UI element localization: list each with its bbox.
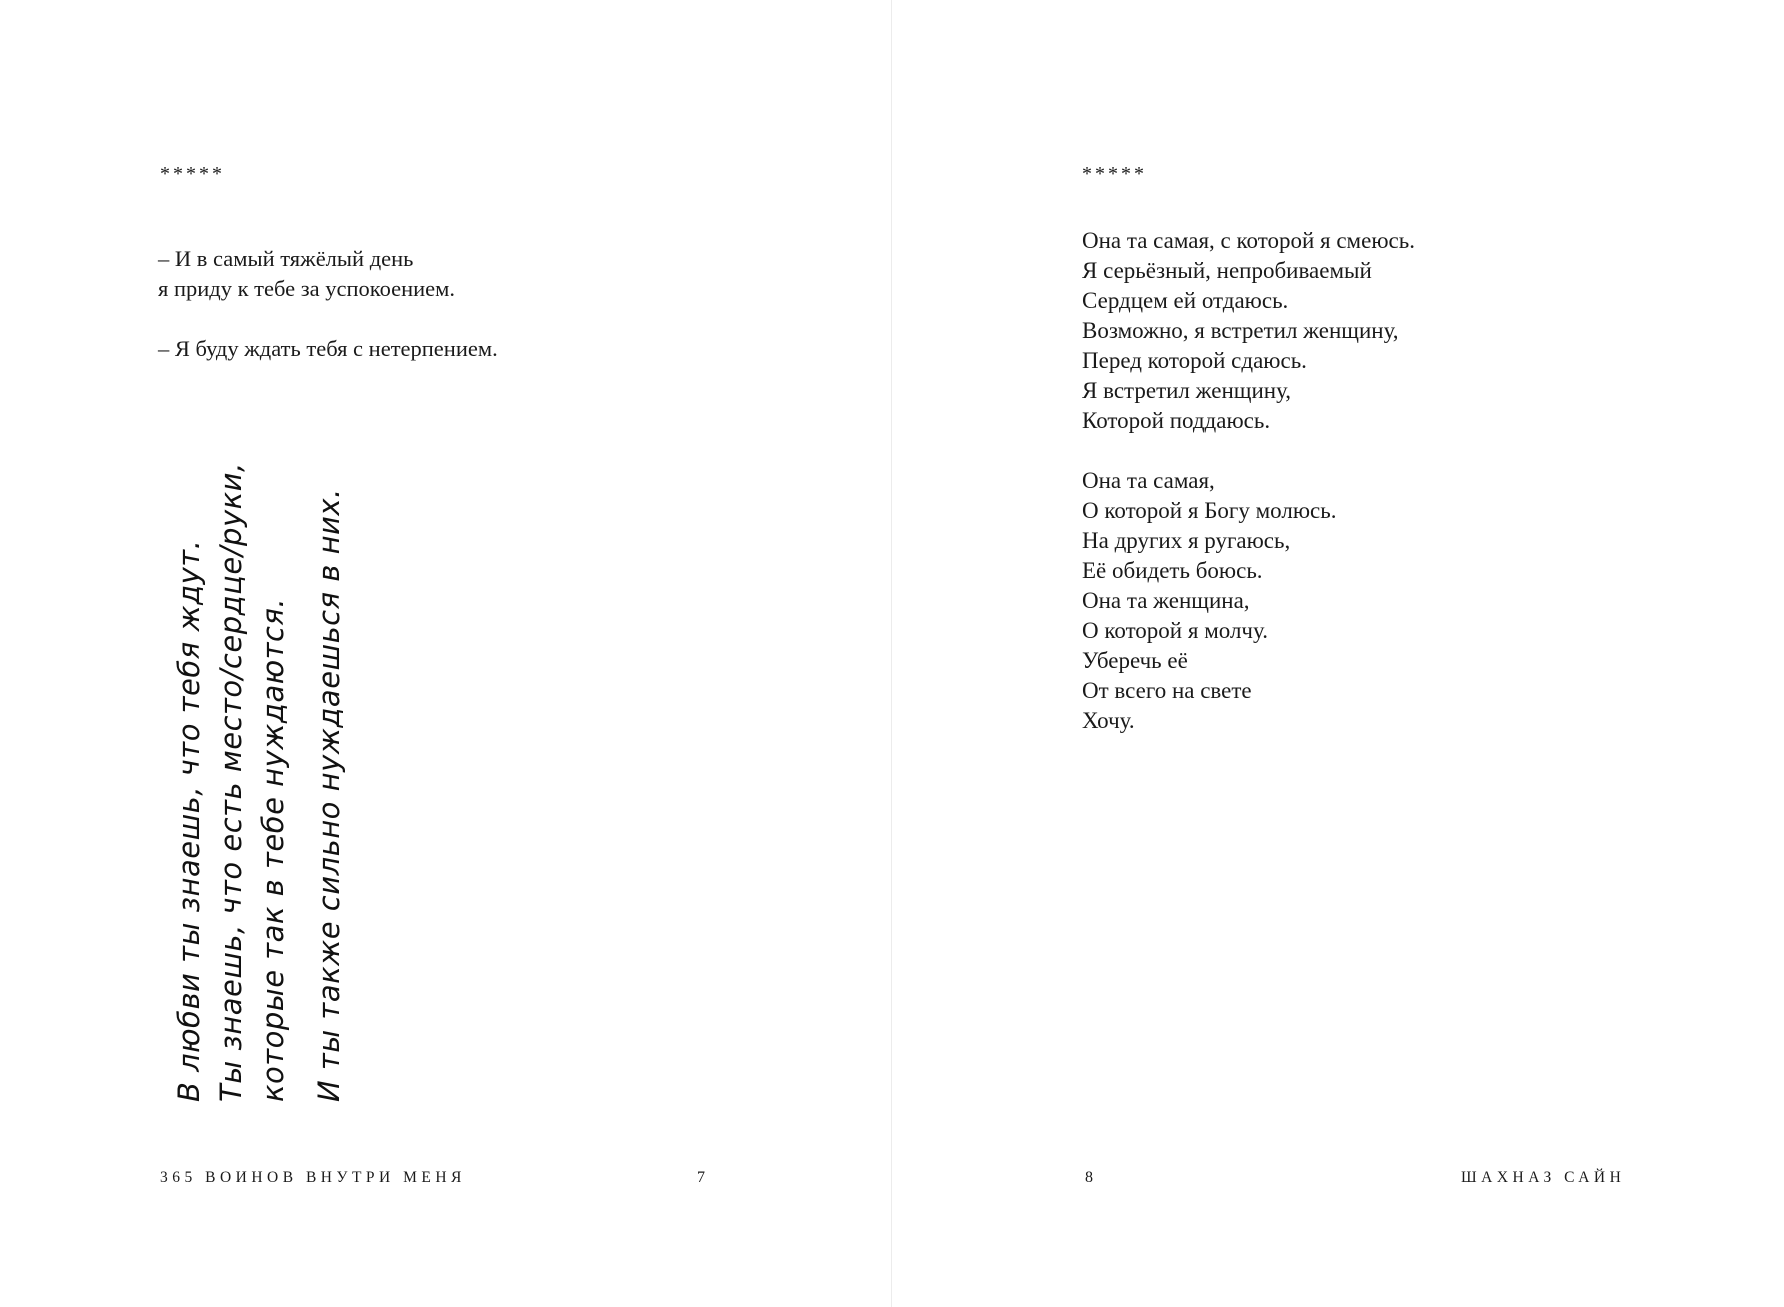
poem-line: Она та женщина, xyxy=(1082,588,1250,613)
book-gutter xyxy=(891,0,892,1307)
running-author: ШАХНАЗ САЙН xyxy=(1461,1169,1626,1186)
poem-line: Она та самая, с которой я смеюсь. xyxy=(1082,228,1415,253)
poem-line: Я встретил женщину, xyxy=(1082,378,1292,403)
poem-line: На других я ругаюсь, xyxy=(1082,528,1291,553)
poem-line: Хочу. xyxy=(1082,708,1135,733)
poem-line: Сердцем ей отдаюсь. xyxy=(1082,288,1289,313)
poem-line: Её обидеть боюсь. xyxy=(1082,558,1263,583)
stanza-gap xyxy=(158,304,498,334)
poem-line: Я серьёзный, непробиваемый xyxy=(1082,258,1372,283)
dialogue-line: – Я буду ждать тебя с нетерпением. xyxy=(158,336,498,361)
stanza-gap xyxy=(1082,436,1415,466)
poem-line: О которой я молчу. xyxy=(1082,618,1268,643)
poem-text xyxy=(1082,226,1415,736)
dialogue-text xyxy=(158,244,498,364)
page-number: 8 xyxy=(1085,1169,1093,1186)
poem-line: Возможно, я встретил женщину, xyxy=(1082,318,1399,343)
handwritten-line: Ты знаешь, что есть место/сердце/руки, xyxy=(214,462,248,1102)
poem-line: Которой поддаюсь. xyxy=(1082,408,1271,433)
poem-line: Уберечь её xyxy=(1082,648,1188,673)
running-title: 365 ВОИНОВ ВНУТРИ МЕНЯ xyxy=(160,1169,466,1186)
poem-line: Она та самая, xyxy=(1082,468,1215,493)
handwritten-note xyxy=(168,462,350,1102)
poem-line: От всего на свете xyxy=(1082,678,1252,703)
poem-line: Перед которой сдаюсь. xyxy=(1082,348,1307,373)
section-separator: ***** xyxy=(160,163,225,185)
dialogue-line: – И в самый тяжёлый день xyxy=(158,246,414,271)
right-page xyxy=(893,0,1784,1307)
handwritten-line: В любви ты знаешь, что тебя ждут. xyxy=(172,539,206,1102)
stanza-gap xyxy=(294,482,308,1102)
dialogue-line: я приду к тебе за успокоением. xyxy=(158,276,456,301)
poem-line: О которой я Богу молюсь. xyxy=(1082,498,1337,523)
section-separator: ***** xyxy=(1082,163,1147,185)
handwritten-line: которые так в тебе нуждаются. xyxy=(256,597,290,1102)
handwritten-line: И ты также сильно нуждаешься в них. xyxy=(312,488,346,1102)
page-number: 7 xyxy=(697,1169,705,1186)
